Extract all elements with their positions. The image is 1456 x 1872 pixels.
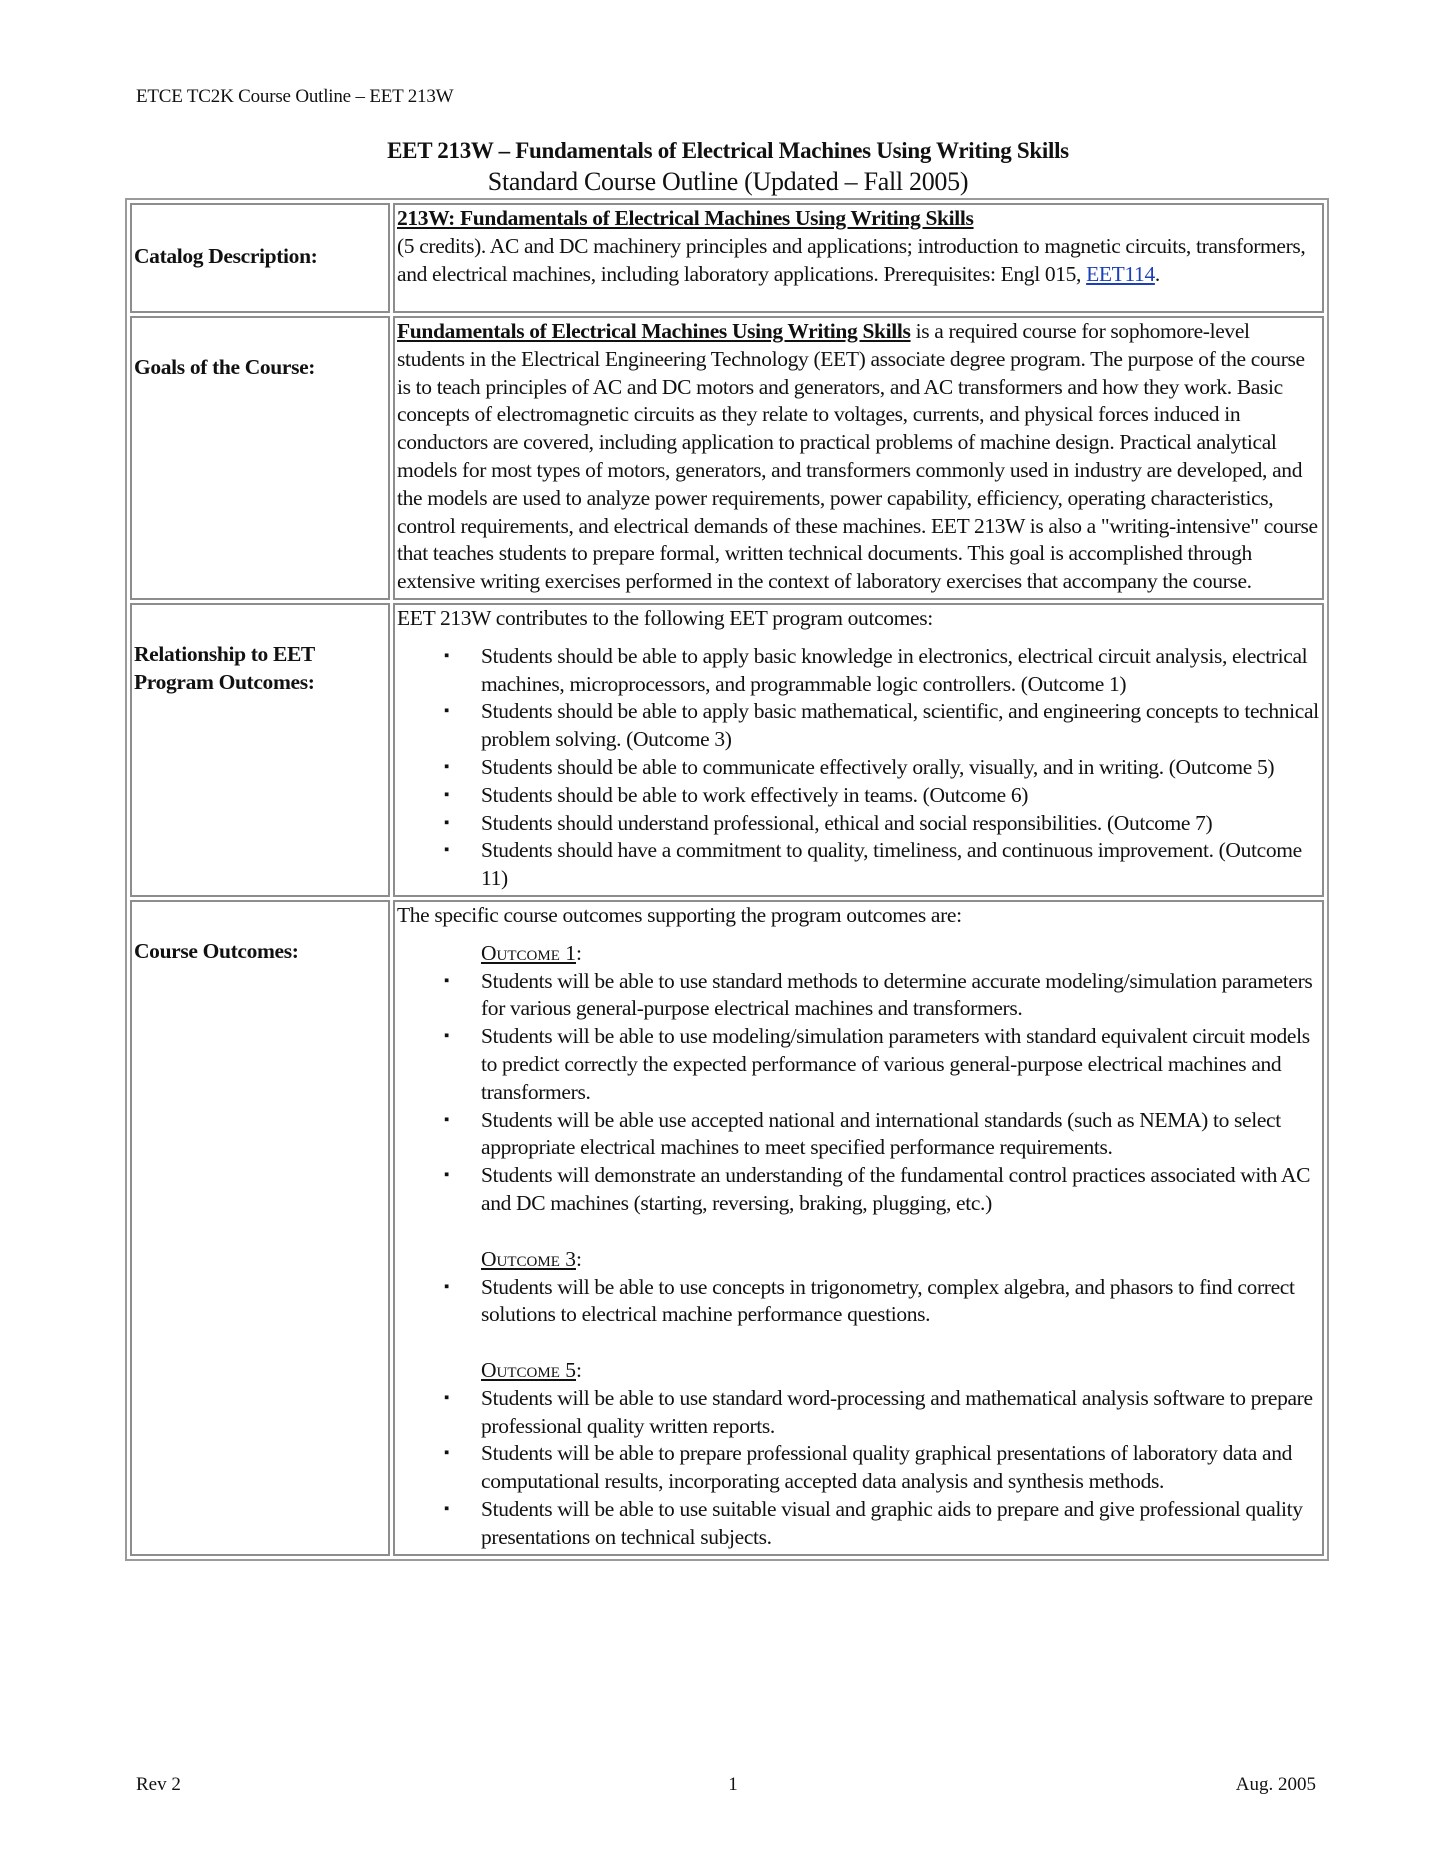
list-item: ▪ Students should have a commitment to quality, timeliness, and continuous improvement. (Outcome 11) (481, 837, 1320, 893)
catalog-content-cell (393, 203, 1324, 313)
program-outcomes-label-line2: Program Outcomes: (134, 669, 315, 694)
outcome-5-list (397, 1385, 1320, 1552)
goals-text: is a required course for sophomore-level students in the Electrical Engineering Technology (EET) associate degree program. The purpose of the course is to teach principles of AC and DC motors and generators, and AC transformers and how they work. Basic concepts of electromagnetic circuits as they relate to voltages, currents, and physical forces induced in conductors are covered, including application to practical problems of machine design. Practical analytical models for most types of motors, generators, and transformers commonly used in industry are developed, and the models are used to analyze power requirements, power capability, efficiency, operating characteristics, control requirements, and electrical demands of these machines. EET 213W is also a "writing-intensive" course that teaches students to prepare formal, written technical documents. This goal is accomplished through extensive writing exercises performed in the context of laboratory exercises that accompany the course. (397, 319, 1318, 594)
course-outcomes-label-cell (130, 900, 390, 1556)
list-item: ▪ Students should be able to apply basic mathematical, scientific, and engineering concepts to technical problem solving. (Outcome 3) (481, 698, 1320, 754)
catalog-text: (5 credits). AC and DC machinery principles and applications; introduction to magnetic circuits, transformers, and electrical machines, including laboratory applications. Prerequisites: Engl 015, (397, 233, 1306, 286)
title-block (0, 136, 1456, 198)
program-outcomes-content-cell (393, 603, 1324, 897)
outcome-3-heading: Outcome 3: (481, 1246, 582, 1271)
goals-label: Goals of the Course: (134, 355, 316, 379)
list-item: ▪ Students will be able to use standard methods to determine accurate modeling/simulation parameters for various general-purpose electrical machines and transformers. (481, 968, 1320, 1024)
footer-date: Aug. 2005 (1235, 1774, 1316, 1795)
program-outcomes-label-cell (130, 603, 390, 897)
course-outcomes-row (130, 900, 1324, 1556)
list-item: ▪ Students should understand professional, ethical and social responsibilities. (Outcome 7) (481, 810, 1320, 838)
list-item: ▪ Students will demonstrate an understanding of the fundamental control practices associated with AC and DC machines (starting, reversing, braking, plugging, etc.) (481, 1162, 1320, 1218)
goals-heading: Fundamentals of Electrical Machines Using Writing Skills (397, 319, 911, 343)
list-item: ▪ Students will be able to use concepts in trigonometry, complex algebra, and phasors to find correct solutions to electrical machine performance questions. (481, 1274, 1320, 1330)
catalog-label-cell (130, 203, 390, 313)
outcome-3-list (397, 1274, 1320, 1330)
outcome-1-heading: Outcome 1: (481, 940, 582, 965)
course-outcomes-label: Course Outcomes: (134, 938, 299, 963)
list-item: ▪ Students will be able to use modeling/simulation parameters with standard equivalent circuit models to predict correctly the expected performance of various general-purpose electrical machines and transformers. (481, 1023, 1320, 1106)
program-outcomes-list (397, 643, 1320, 893)
list-item: ▪ Students should be able to communicate effectively orally, visually, and in writing. (Outcome 5) (481, 754, 1320, 782)
goals-content-cell (393, 316, 1324, 600)
program-outcomes-row (130, 603, 1324, 897)
catalog-heading: 213W: Fundamentals of Electrical Machines Using Writing Skills (397, 206, 974, 230)
goals-row (130, 316, 1324, 600)
catalog-label: Catalog Description: (134, 244, 318, 269)
outcome-5-heading: Outcome 5: (481, 1358, 582, 1383)
goals-label-cell (130, 316, 390, 600)
program-outcomes-intro: EET 213W contributes to the following EET program outcomes: (397, 605, 933, 630)
catalog-tail: . (1154, 261, 1160, 286)
course-outcomes-content-cell (393, 900, 1324, 1556)
footer-page-number: 1 (728, 1774, 738, 1795)
running-header: ETCE TC2K Course Outline – EET 213W (136, 86, 454, 107)
course-outline-table (125, 198, 1329, 1561)
prerequisite-link[interactable]: EET114 (1086, 261, 1155, 286)
list-item: ▪ Students will be able to use standard word-processing and mathematical analysis software to prepare professional quality written reports. (481, 1385, 1320, 1441)
catalog-row (130, 203, 1324, 313)
footer-revision: Rev 2 (136, 1774, 181, 1795)
list-item: ▪ Students will be able to prepare professional quality graphical presentations of laboratory data and computational results, incorporating accepted data analysis and synthesis methods. (481, 1440, 1320, 1496)
document-title: EET 213W – Fundamentals of Electrical Machines Using Writing Skills (387, 138, 1069, 163)
list-item: ▪ Students should be able to apply basic knowledge in electronics, electrical circuit analysis, electrical machines, microprocessors, and programmable logic controllers. (Outcome 1) (481, 643, 1320, 699)
program-outcomes-label-line1: Relationship to EET (134, 641, 315, 666)
list-item: ▪ Students will be able use accepted national and international standards (such as NEMA) to select appropriate electrical machines to meet specified performance requirements. (481, 1107, 1320, 1163)
course-outcomes-intro: The specific course outcomes supporting the program outcomes are: (397, 902, 962, 927)
list-item: ▪ Students should be able to work effectively in teams. (Outcome 6) (481, 782, 1320, 810)
outcome-1-list (397, 968, 1320, 1218)
list-item: ▪ Students will be able to use suitable visual and graphic aids to prepare and give professional quality presentations on technical subjects. (481, 1496, 1320, 1552)
document-subtitle: Standard Course Outline (Updated – Fall 2005) (487, 167, 969, 196)
